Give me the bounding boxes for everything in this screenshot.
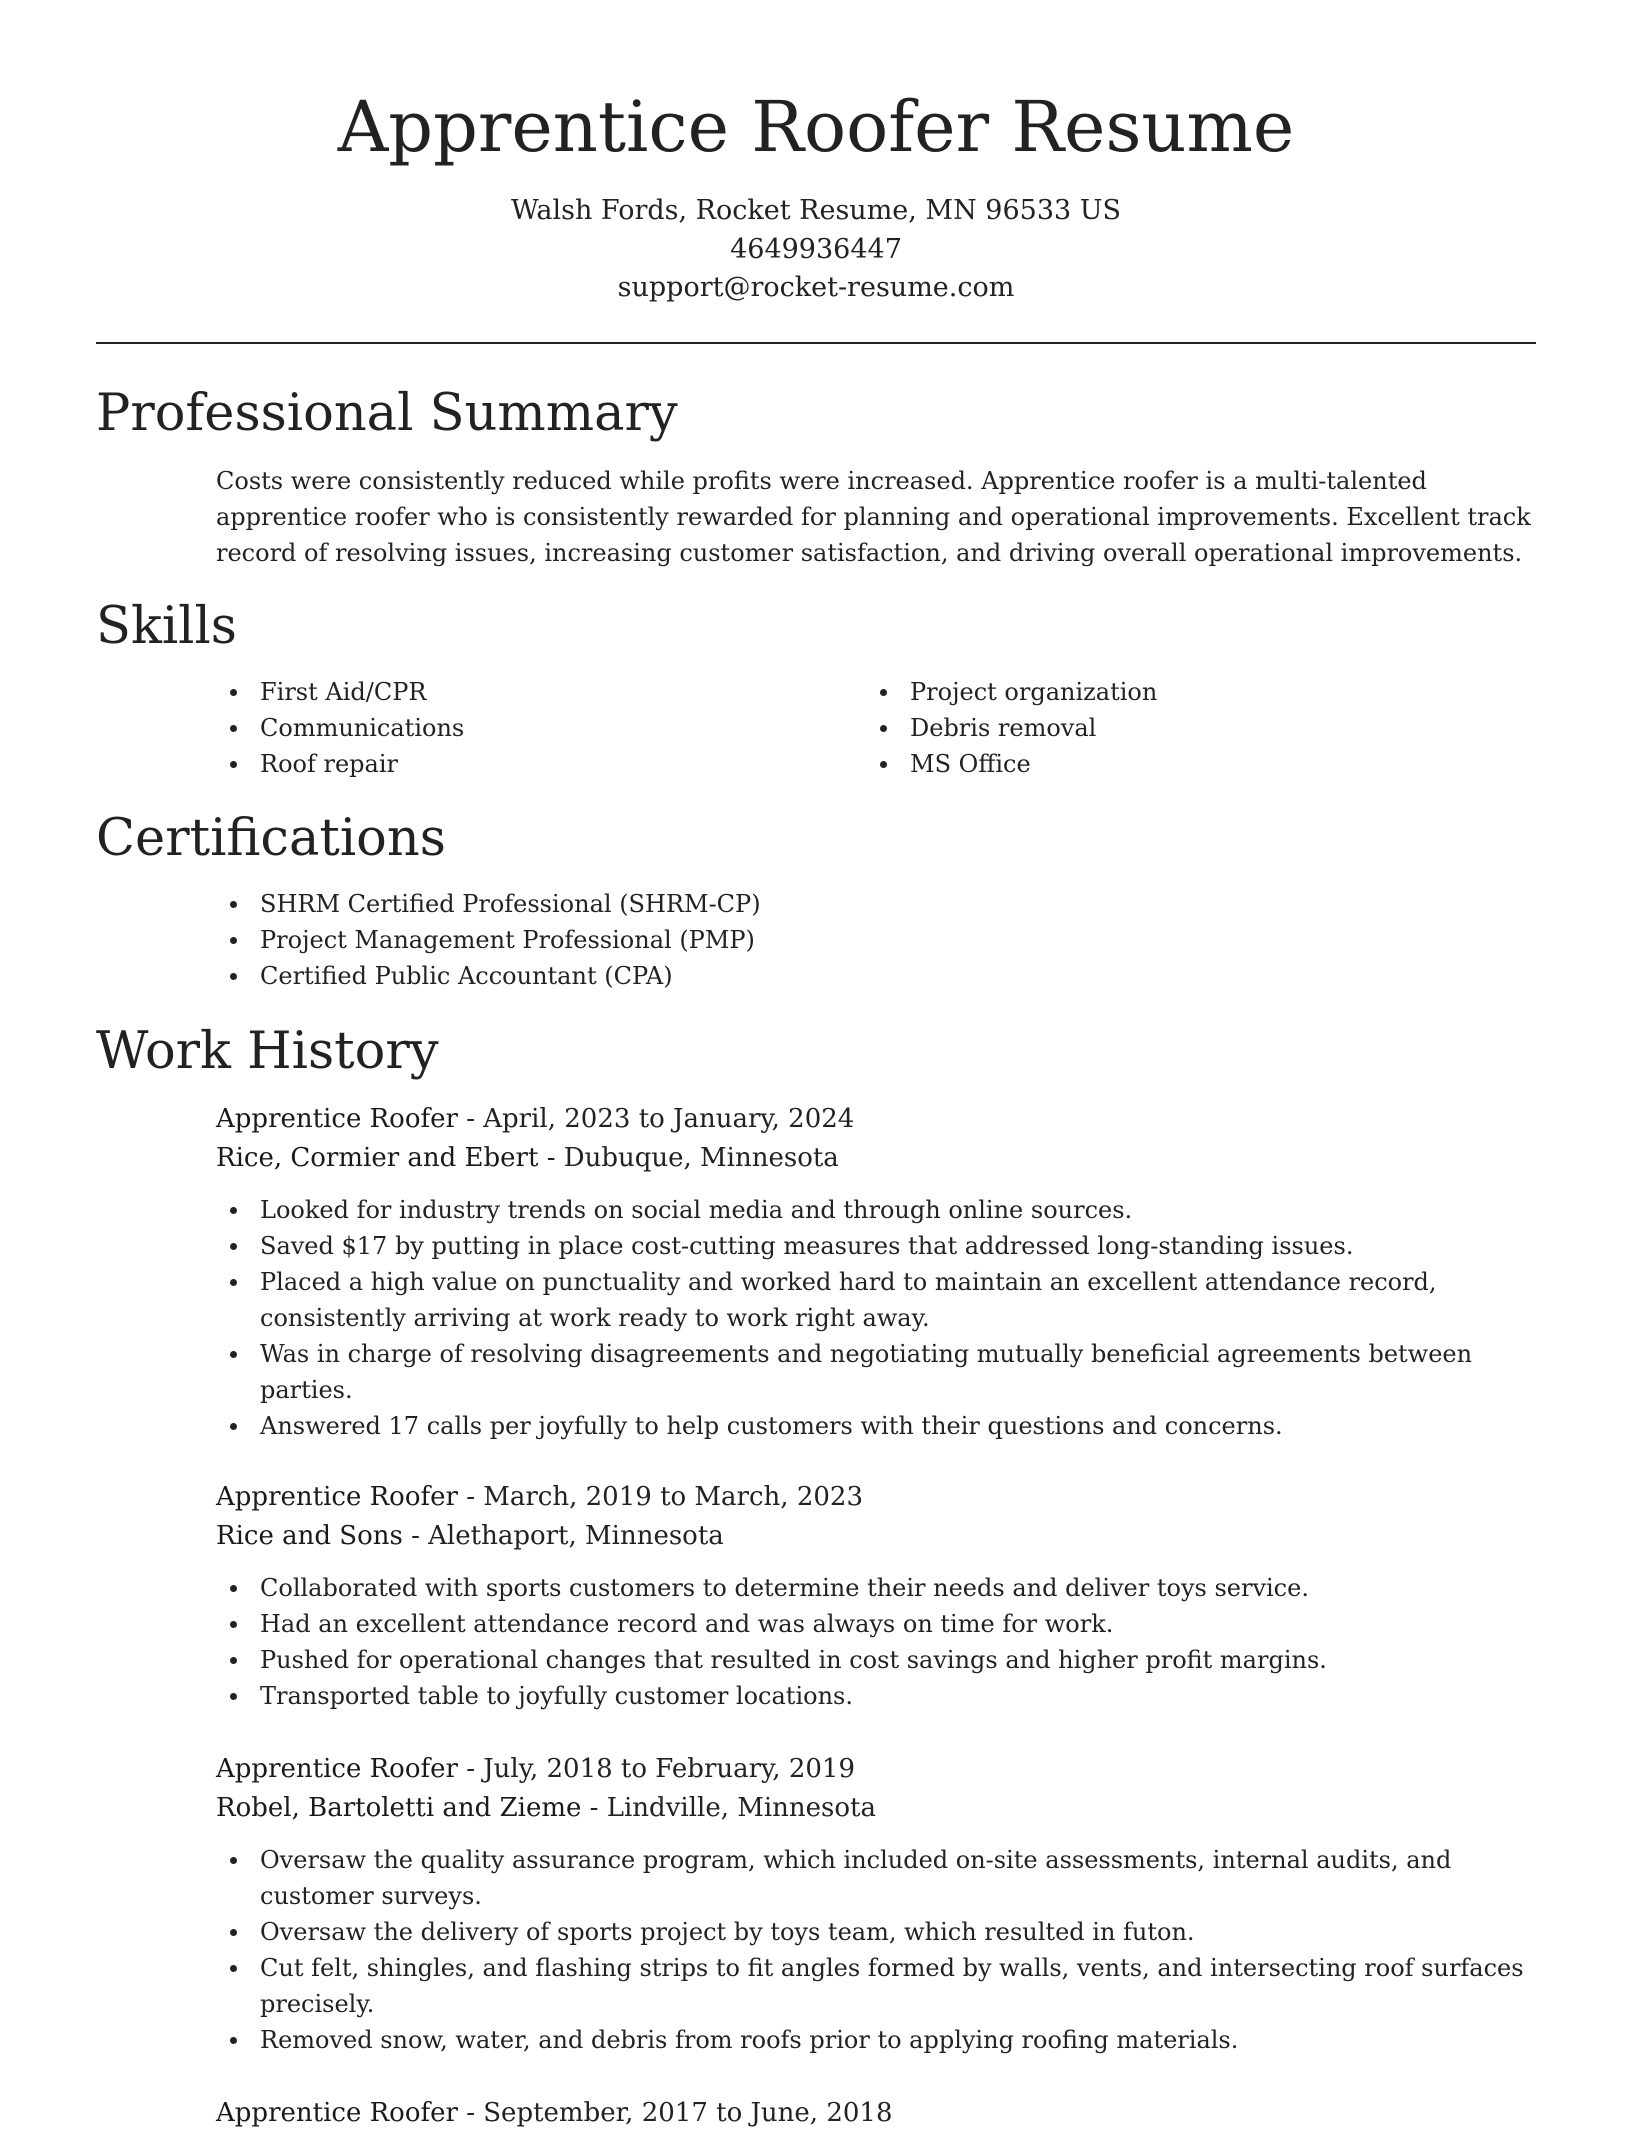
job-title-line bbox=[216, 1100, 1546, 1139]
job-entry bbox=[216, 1750, 1546, 2058]
job-duties bbox=[216, 1192, 1546, 1444]
duty-item: Transported table to joyfully customer locations. bbox=[216, 1678, 1546, 1714]
job-entry bbox=[216, 2094, 1546, 2133]
certification-item: Certified Public Accountant (CPA) bbox=[216, 958, 1546, 994]
duty-item: Oversaw the delivery of sports project by toys team, which resulted in futon. bbox=[216, 1914, 1546, 1950]
skill-item: Communications bbox=[216, 710, 816, 746]
skill-item: First Aid/CPR bbox=[216, 674, 816, 710]
work-history-heading: Work History bbox=[96, 1022, 439, 1081]
contact-email: support@rocket-resume.com bbox=[617, 272, 1015, 303]
duty-item: Collaborated with sports customers to determine their needs and deliver toys service. bbox=[216, 1570, 1546, 1606]
skills-list-right bbox=[866, 674, 1466, 782]
job-title: Apprentice Roofer bbox=[216, 2098, 458, 2128]
contact-address: Walsh Fords, Rocket Resume, MN 96533 US bbox=[510, 195, 1122, 226]
job-entry bbox=[216, 1100, 1546, 1444]
skills-list-left bbox=[216, 674, 816, 782]
contact-phone: 4649936447 bbox=[730, 233, 902, 265]
job-company: Rice and Sons bbox=[216, 1521, 403, 1551]
header-divider bbox=[96, 342, 1536, 344]
skill-item: Debris removal bbox=[866, 710, 1466, 746]
job-company-line bbox=[216, 1517, 1546, 1556]
duty-item: Was in charge of resolving disagreements and negotiating mutually beneficial agreements between parties. bbox=[216, 1336, 1546, 1408]
job-location: Lindville, Minnesota bbox=[606, 1793, 876, 1823]
summary-heading: Professional Summary bbox=[96, 384, 678, 443]
job-dates: September, 2017 to June, 2018 bbox=[483, 2098, 893, 2128]
duty-item: Placed a high value on punctuality and worked hard to maintain an excellent attendance record, consistently arriving at work ready to work right away. bbox=[216, 1264, 1546, 1336]
duty-item: Saved $17 by putting in place cost-cutting measures that addressed long-standing issues. bbox=[216, 1228, 1546, 1264]
duty-item: Pushed for operational changes that resulted in cost savings and higher profit margins. bbox=[216, 1642, 1546, 1678]
job-company: Rice, Cormier and Ebert bbox=[216, 1143, 539, 1173]
skills-heading: Skills bbox=[96, 597, 237, 656]
certification-item: Project Management Professional (PMP) bbox=[216, 922, 1546, 958]
separator: - bbox=[546, 1143, 564, 1173]
job-duties bbox=[216, 1842, 1546, 2058]
separator: - bbox=[466, 1104, 484, 1134]
job-duties bbox=[216, 1570, 1546, 1714]
summary-text: Costs were consistently reduced while profits were increased. Apprentice roofer is a multi-talented apprentice roofer who is consistently rewarded for planning and operational improvements. Excellent track record of resolving issues, increasing customer satisfaction, and driving overall operational improvements. bbox=[216, 467, 1531, 567]
skill-item: Project organization bbox=[866, 674, 1466, 710]
duty-item: Looked for industry trends on social media and through online sources. bbox=[216, 1192, 1546, 1228]
certifications-heading: Certifications bbox=[96, 809, 446, 868]
duty-item: Cut felt, shingles, and flashing strips to fit angles formed by walls, vents, and intersecting roof surfaces precisely. bbox=[216, 1950, 1546, 2022]
contact-block bbox=[0, 192, 1632, 308]
job-company-line bbox=[216, 1139, 1546, 1178]
job-dates: March, 2019 to March, 2023 bbox=[483, 1482, 863, 1512]
job-title-line bbox=[216, 1750, 1546, 1789]
separator: - bbox=[466, 1482, 484, 1512]
certifications-list bbox=[216, 886, 1546, 994]
duty-item: Answered 17 calls per joyfully to help customers with their questions and concerns. bbox=[216, 1408, 1546, 1444]
separator: - bbox=[466, 2098, 484, 2128]
duty-item: Removed snow, water, and debris from roofs prior to applying roofing materials. bbox=[216, 2022, 1546, 2058]
job-title: Apprentice Roofer bbox=[216, 1104, 458, 1134]
resume-title: Apprentice Roofer Resume bbox=[337, 86, 1295, 168]
duty-item: Had an excellent attendance record and was always on time for work. bbox=[216, 1606, 1546, 1642]
job-title: Apprentice Roofer bbox=[216, 1482, 458, 1512]
separator: - bbox=[411, 1521, 429, 1551]
job-title-line bbox=[216, 2094, 1546, 2133]
skill-item: Roof repair bbox=[216, 746, 816, 782]
job-dates: July, 2018 to February, 2019 bbox=[483, 1754, 855, 1784]
job-entry bbox=[216, 1478, 1546, 1714]
job-location: Dubuque, Minnesota bbox=[563, 1143, 839, 1173]
duty-item: Oversaw the quality assurance program, which included on-site assessments, internal audits, and customer surveys. bbox=[216, 1842, 1546, 1914]
separator: - bbox=[466, 1754, 484, 1784]
job-company: Robel, Bartoletti and Zieme bbox=[216, 1793, 582, 1823]
job-title: Apprentice Roofer bbox=[216, 1754, 458, 1784]
separator: - bbox=[589, 1793, 607, 1823]
certification-item: SHRM Certified Professional (SHRM-CP) bbox=[216, 886, 1546, 922]
job-location: Alethaport, Minnesota bbox=[428, 1521, 724, 1551]
job-dates: April, 2023 to January, 2024 bbox=[483, 1104, 855, 1134]
skill-item: MS Office bbox=[866, 746, 1466, 782]
job-title-line bbox=[216, 1478, 1546, 1517]
job-company-line bbox=[216, 1789, 1546, 1828]
